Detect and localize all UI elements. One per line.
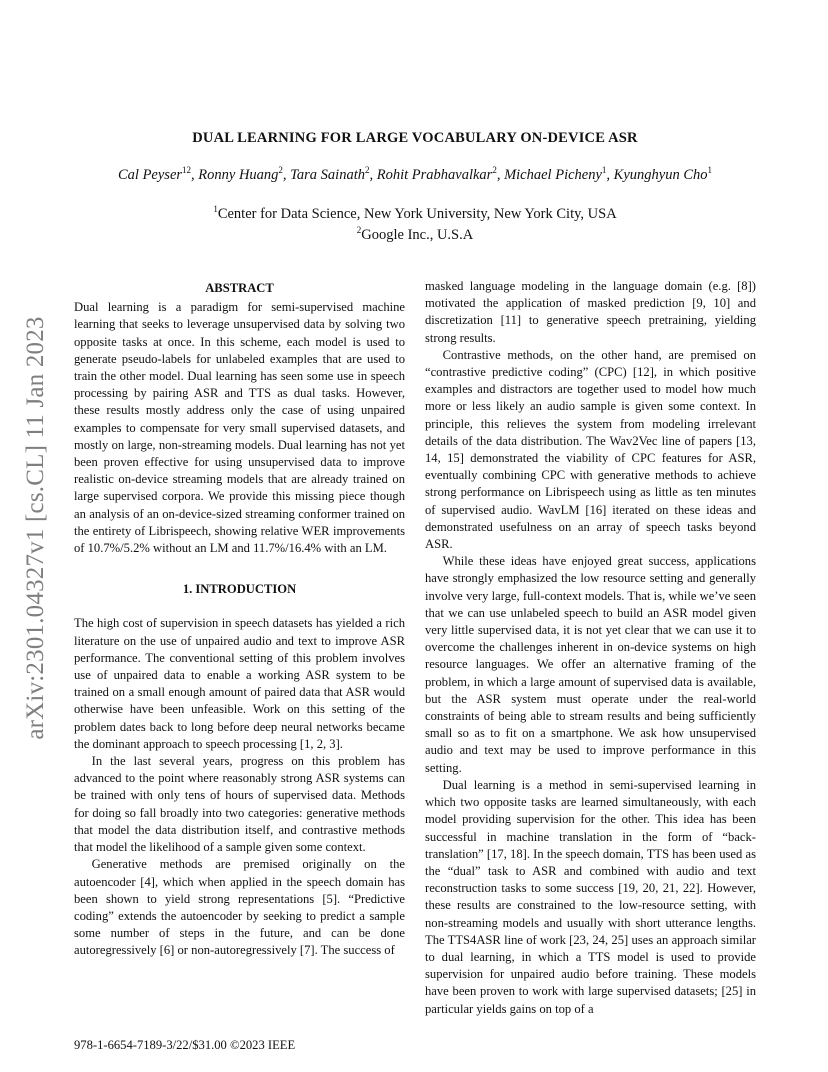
intro-paragraph: Generative methods are premised originally on the autoencoder [4], which when applied in the speech domain has been shown to yield strong representations [5]. “Predictive coding” extends the autoencoder by seeking to predict a sample some number of steps in the future, and can be done autoregressively [6] or non-autoregressively [7]. The success of bbox=[74, 857, 405, 958]
abstract-text: Dual learning is a paradigm for semi-supervised machine learning that seeks to leverage unsupervised data by solving two opposite tasks at once. In this scheme, each model is used to generate pseudo-labels for unlabeled examples that are used to train the other model. Dual learning has seen some use in speech processing by pairing ASR and TTS as dual tasks. However, these results mostly address only the case of using unpaired examples to compensate for very small supervised datasets, and mostly on large, non-streaming models. Dual learning has not yet been proven effective for using unsupervised data to improve realistic on-device streaming models that are already trained on large supervised corpora. We provide this missing piece though an analysis of an on-device-sized streaming conformer trained on the entirety of Librispeech, showing relative WER improvements of 10.7%/5.2% without an LM and 11.7%/16.4% with an LM. bbox=[74, 300, 405, 556]
body-paragraph: Dual learning is a method in semi-supervised learning in which two opposite tasks are learned simultaneously, with each model providing supervision for the other. This idea has been successful in machine translation in the form of “back-translation” [17, 18]. In the speech domain, TTS has been used as the “dual” task to ASR and combined with audio and text reconstruction tasks to some success [19, 20, 21, 22]. However, these results are constrained to the low-resource setting, with non-streaming models and usually with short utterance lengths. The TTS4ASR line of work [23, 24, 25] uses an approach similar to dual learning, in which a TTS model is used to provide supervision for unpaired audio before training. These models have been proven to work with large supervised datasets; [25] in particular yields gains on top of a bbox=[425, 777, 756, 1016]
author-affil-marker: 12 bbox=[182, 165, 192, 175]
author-affil-marker: 2 bbox=[364, 165, 370, 175]
affiliation-text: Google Inc., U.S.A bbox=[361, 227, 474, 243]
arxiv-sidebar bbox=[18, 293, 54, 763]
affiliation-text: Center for Data Science, New York University, New York City, USA bbox=[217, 206, 617, 222]
arxiv-identifier: arXiv:2301.04327v1 [cs.CL] 11 Jan 2023 bbox=[22, 316, 49, 740]
author: Kyunghyun Cho bbox=[613, 167, 708, 183]
affil-marker: 2 bbox=[356, 225, 362, 235]
author-list: Cal Peyser$^{12}$, Ronny Huang$^2$, Tara Sainath$^2$, Rohit Prabhavalkar$^2$, Michael Picheny$^1$, Kyunghyun Cho$^1$ bbox=[118, 165, 712, 183]
body-paragraph: masked language modeling in the language domain (e.g. [8]) motivated the application of masked prediction [9, 10] and discretization [11] to generative speech pretraining, yielding strong results. bbox=[425, 279, 756, 345]
author: Michael Picheny bbox=[504, 167, 602, 183]
author-affil-marker: 2 bbox=[278, 165, 283, 175]
right-column bbox=[425, 278, 756, 1018]
affiliation-1 bbox=[74, 206, 756, 223]
affiliation-2 bbox=[74, 227, 756, 244]
affil-marker: 1 bbox=[213, 204, 218, 214]
author: Rohit Prabhavalkar bbox=[376, 167, 493, 183]
author: Cal Peyser bbox=[118, 167, 183, 183]
author-affil-marker: 2 bbox=[492, 165, 497, 175]
abstract-heading: ABSTRACT bbox=[205, 281, 274, 295]
left-column bbox=[74, 280, 405, 960]
intro-paragraph: The high cost of supervision in speech datasets has yielded a rich literature on the use of unpaired audio and text to improve ASR performance. The conventional setting of this problem involves use of unpaired data to enable a working ASR system to be trained on a small enough amount of paired data that ASR would otherwise have been unfeasible. Work on this setting of the problem dates back to long before deep neural networks became the dominant approach to speech processing [1, 2, 3]. bbox=[74, 616, 405, 751]
author-affil-marker: 1 bbox=[707, 165, 712, 175]
intro-paragraph: In the last several years, progress on this problem has advanced to the point where reasonably strong ASR systems can be trained with only tens of hours of supervised data. Methods for doing so fall broadly into two categories: generative methods that model the data distribution itself, and contrastive methods that model the likelihood of a sample given some context. bbox=[74, 754, 405, 855]
introduction-heading: 1. INTRODUCTION bbox=[182, 582, 297, 597]
copyright-footer: 978-1-6654-7189-3/22/$31.00 ©2023 IEEE bbox=[74, 1038, 296, 1052]
paper-title: DUAL LEARNING FOR LARGE VOCABULARY ON-DEVICE ASR bbox=[192, 130, 638, 146]
body-paragraph: Contrastive methods, on the other hand, are premised on “contrastive predictive coding” (CPC) [12], in which positive examples and distractors are together used to model how much more or less likely an audio sample is given some context. In principle, this relieves the system from modeling irrelevant details of the data distribution. The Wav2Vec line of papers [13, 14, 15] demonstrated the viability of CPC features for ASR, eventually combining CPC with generative methods to achieve strong performance on Librispeech using as little as ten minutes of supervised audio. WavLM [16] iterated on these ideas and demonstrated usefulness on an array of speech tasks beyond ASR. bbox=[425, 347, 756, 552]
author-affil-marker: 1 bbox=[601, 165, 607, 175]
body-paragraph: While these ideas have enjoyed great success, applications have strongly emphasized the low resource setting and generally involve very large, full-context models. That is, while we’ve seen that we can use unlabeled speech to build an ASR model given very little supervised data, it is not yet clear that we can use it to overcome the challenges inherent in on-device systems on high resource languages. We offer an alternative framing of the problem, in which a large amount of supervised data is available, but the ASR system must operate under the real-world constraints of being able to stream results and being sufficiently small so as to fit on a smartphone. We ask how unsupervised audio and text may be used to improve performance in this setting. bbox=[425, 554, 756, 775]
author: Tara Sainath bbox=[290, 167, 365, 183]
author: Ronny Huang bbox=[198, 167, 279, 183]
